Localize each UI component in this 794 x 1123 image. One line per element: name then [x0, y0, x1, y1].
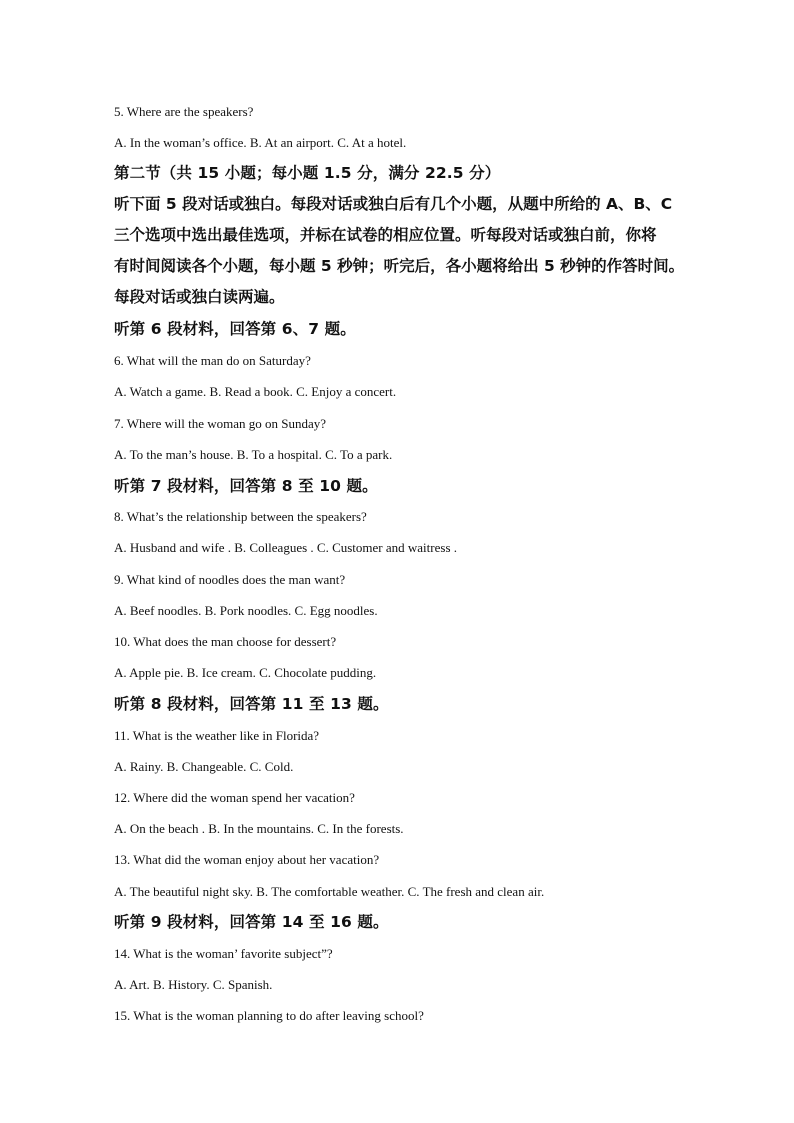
- question-9-options: A. Beef noodles. B. Pork noodles. C. Egg noodles.: [114, 603, 378, 618]
- question-10-options: A. Apple pie. B. Ice cream. C. Chocolate pudding.: [114, 665, 377, 680]
- question-10: 10. What does the man choose for dessert?: [114, 634, 337, 649]
- instruction-line: 听下面 5 段对话或独白。每段对话或独白后有几个小题，从题中所给的 A、B、C: [114, 195, 673, 213]
- question-5-options: A. In the woman’s office. B. At an airport. C. At a hotel.: [114, 135, 407, 150]
- question-11: 11. What is the weather like in Florida?: [114, 728, 320, 743]
- question-14-options: A. Art. B. History. C. Spanish.: [114, 977, 273, 992]
- question-13: 13. What did the woman enjoy about her vacation?: [114, 852, 380, 867]
- material-7-title: 听第 7 段材料，回答第 8 至 10 题。: [114, 477, 378, 495]
- material-9-title: 听第 9 段材料，回答第 14 至 16 题。: [114, 913, 389, 931]
- material-6-title: 听第 6 段材料，回答第 6、7 题。: [114, 320, 356, 338]
- instruction-line: 有时间阅读各个小题，每小题 5 秒钟；听完后，各小题将给出 5 秒钟的作答时间。: [114, 257, 685, 275]
- question-9: 9. What kind of noodles does the man want?: [114, 572, 346, 587]
- section-2-instructions: [114, 189, 692, 313]
- instruction-line: 每段对话或独白读两遍。: [114, 288, 285, 306]
- question-14: 14. What is the woman’ favorite subject”?: [114, 946, 333, 961]
- question-13-options: A. The beautiful night sky. B. The comfortable weather. C. The fresh and clean air.: [114, 884, 545, 899]
- question-12-options: A. On the beach . B. In the mountains. C. In the forests.: [114, 821, 404, 836]
- question-5: 5. Where are the speakers?: [114, 104, 254, 119]
- question-7: 7. Where will the woman go on Sunday?: [114, 416, 327, 431]
- question-12: 12. Where did the woman spend her vacation?: [114, 790, 355, 805]
- question-8-options: A. Husband and wife . B. Colleagues . C. Customer and waitress .: [114, 540, 458, 555]
- instruction-line: 三个选项中选出最佳选项，并标在试卷的相应位置。听每段对话或独白前，你将: [114, 226, 657, 244]
- material-8-title: 听第 8 段材料，回答第 11 至 13 题。: [114, 695, 389, 713]
- question-8: 8. What’s the relationship between the speakers?: [114, 509, 367, 524]
- question-6-options: A. Watch a game. B. Read a book. C. Enjoy a concert.: [114, 384, 397, 399]
- question-7-options: A. To the man’s house. B. To a hospital. C. To a park.: [114, 447, 393, 462]
- question-15: 15. What is the woman planning to do after leaving school?: [114, 1008, 424, 1023]
- section-2-title: 第二节（共 15 小题；每小题 1.5 分，满分 22.5 分）: [114, 164, 501, 182]
- question-6: 6. What will the man do on Saturday?: [114, 353, 311, 368]
- question-11-options: A. Rainy. B. Changeable. C. Cold.: [114, 759, 294, 774]
